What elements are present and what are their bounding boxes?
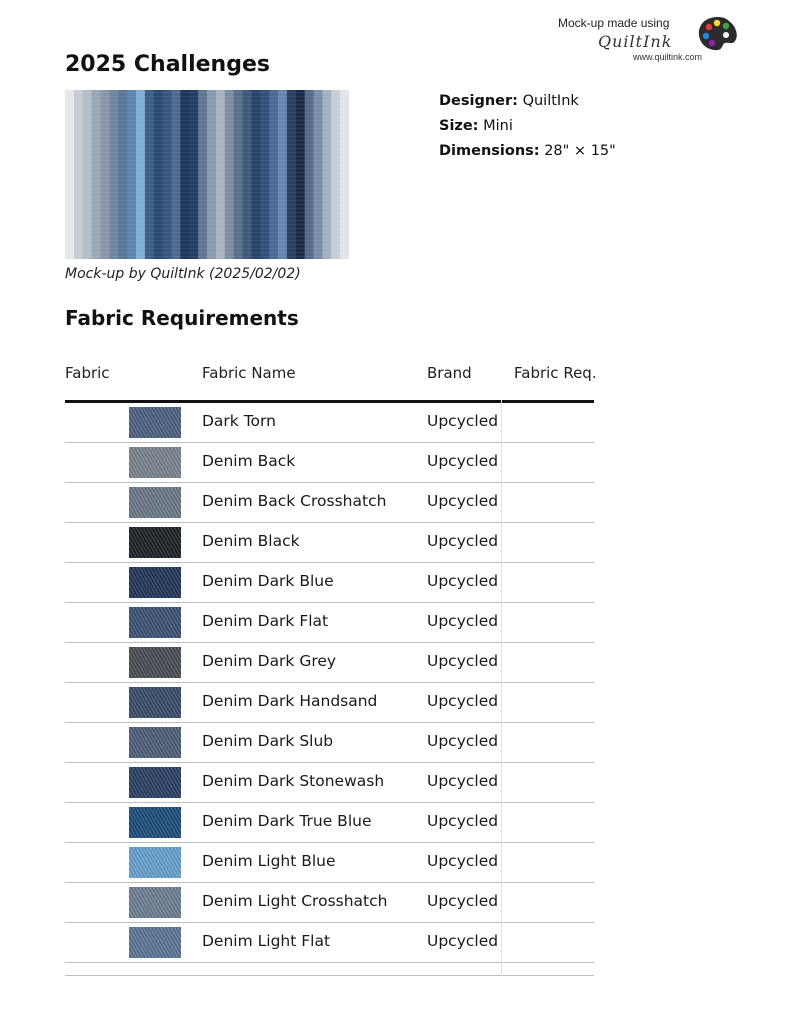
table-row bbox=[65, 803, 594, 843]
fabric-swatch bbox=[129, 847, 181, 878]
fabric-name-cell: Denim Dark Slub bbox=[202, 732, 334, 750]
brand-cell: Upcycled bbox=[427, 532, 499, 550]
quilt-stripe bbox=[296, 90, 305, 259]
fabric-name-cell: Denim Dark Stonewash bbox=[202, 772, 385, 790]
brand-cell: Upcycled bbox=[427, 652, 499, 670]
fabric-texture-line bbox=[65, 168, 349, 169]
page-title: 2025 Challenges bbox=[65, 52, 270, 77]
fabric-texture-line bbox=[65, 192, 349, 193]
table-row-empty bbox=[65, 963, 594, 976]
fabric-texture-line bbox=[65, 180, 349, 181]
quiltink-branding bbox=[556, 14, 746, 66]
quilt-stripe bbox=[269, 90, 278, 259]
size-row bbox=[439, 115, 616, 140]
project-info bbox=[439, 90, 616, 165]
fabric-texture-line bbox=[65, 140, 349, 141]
quilt-stripe bbox=[243, 90, 252, 259]
fabric-texture-line bbox=[65, 196, 349, 197]
fabric-name-cell: Denim Light Crosshatch bbox=[202, 892, 388, 910]
fabric-swatch bbox=[129, 727, 181, 758]
quilt-stripe bbox=[83, 90, 92, 259]
brand-cell: Upcycled bbox=[427, 932, 499, 950]
fabric-texture-line bbox=[65, 220, 349, 221]
fabric-swatch bbox=[129, 487, 181, 518]
fabric-texture-line bbox=[65, 152, 349, 153]
dimensions-row bbox=[439, 140, 616, 165]
brand-cell: Upcycled bbox=[427, 692, 499, 710]
fabric-texture-line bbox=[65, 200, 349, 201]
fabric-name-cell: Denim Black bbox=[202, 532, 300, 550]
fabric-requirements-table bbox=[65, 356, 597, 976]
fabric-texture-line bbox=[65, 132, 349, 133]
table-row bbox=[65, 843, 594, 883]
column-divider bbox=[501, 400, 502, 976]
fabric-texture-line bbox=[65, 228, 349, 229]
fabric-texture-line bbox=[65, 124, 349, 125]
section-title: Fabric Requirements bbox=[65, 306, 299, 330]
fabric-swatch bbox=[129, 927, 181, 958]
fabric-name-cell: Denim Dark Flat bbox=[202, 612, 329, 630]
brand-cell: Upcycled bbox=[427, 612, 499, 630]
quilt-stripe bbox=[251, 90, 260, 259]
dimensions-value: 28" × 15" bbox=[544, 143, 616, 159]
table-row bbox=[65, 763, 594, 803]
fabric-texture-line bbox=[65, 212, 349, 213]
quilt-stripe bbox=[92, 90, 101, 259]
table-row bbox=[65, 683, 594, 723]
fabric-texture-line bbox=[65, 216, 349, 217]
fabric-texture-line bbox=[65, 248, 349, 249]
designer-row bbox=[439, 90, 616, 115]
fabric-texture-line bbox=[65, 224, 349, 225]
fabric-texture-line bbox=[65, 160, 349, 161]
quiltink-url: www.quiltink.com bbox=[633, 52, 703, 62]
quilt-mockup-image bbox=[65, 90, 349, 259]
header-fabric: Fabric bbox=[65, 364, 110, 382]
fabric-texture-line bbox=[65, 148, 349, 149]
fabric-texture-line bbox=[65, 112, 349, 113]
fabric-texture-line bbox=[65, 92, 349, 93]
quilt-stripe bbox=[331, 90, 340, 259]
quilt-stripe bbox=[118, 90, 127, 259]
dimensions-label: Dimensions: bbox=[439, 143, 540, 159]
fabric-texture-line bbox=[65, 176, 349, 177]
quilt-stripe bbox=[74, 90, 83, 259]
brand-cell: Upcycled bbox=[427, 452, 499, 470]
fabric-name-cell: Denim Light Blue bbox=[202, 852, 336, 870]
fabric-texture-line bbox=[65, 104, 349, 105]
brand-cell: Upcycled bbox=[427, 772, 499, 790]
fabric-swatch bbox=[129, 687, 181, 718]
quilt-stripe bbox=[234, 90, 243, 259]
size-value: Mini bbox=[483, 118, 513, 134]
quilt-stripe bbox=[172, 90, 181, 259]
fabric-texture-line bbox=[65, 108, 349, 109]
fabric-swatch bbox=[129, 887, 181, 918]
fabric-name-cell: Dark Torn bbox=[202, 412, 276, 430]
table-row bbox=[65, 403, 594, 443]
table-row bbox=[65, 643, 594, 683]
palette-icon bbox=[696, 14, 740, 54]
quiltink-logo: QuiltInk bbox=[598, 32, 673, 51]
table-row bbox=[65, 723, 594, 763]
designer-label: Designer: bbox=[439, 93, 518, 109]
fabric-name-cell: Denim Light Flat bbox=[202, 932, 331, 950]
table-row bbox=[65, 603, 594, 643]
quilt-stripe bbox=[145, 90, 154, 259]
quilt-stripe bbox=[225, 90, 234, 259]
mockup-caption: Mock-up by QuiltInk (2025/02/02) bbox=[65, 266, 301, 282]
quilt-stripe bbox=[101, 90, 110, 259]
brand-cell: Upcycled bbox=[427, 412, 499, 430]
fabric-name-cell: Denim Back bbox=[202, 452, 296, 470]
quilt-stripe bbox=[163, 90, 172, 259]
fabric-swatch bbox=[129, 567, 181, 598]
fabric-texture-line bbox=[65, 136, 349, 137]
fabric-name-cell: Denim Dark True Blue bbox=[202, 812, 372, 830]
fabric-texture-line bbox=[65, 256, 349, 257]
quilt-stripe bbox=[314, 90, 323, 259]
fabric-texture-line bbox=[65, 184, 349, 185]
quilt-stripe bbox=[198, 90, 207, 259]
fabric-texture-line bbox=[65, 172, 349, 173]
table-row bbox=[65, 443, 594, 483]
quilt-stripe bbox=[216, 90, 225, 259]
fabric-texture-line bbox=[65, 128, 349, 129]
table-row bbox=[65, 563, 594, 603]
fabric-name-cell: Denim Dark Grey bbox=[202, 652, 337, 670]
quilt-stripe bbox=[127, 90, 136, 259]
fabric-name-cell: Denim Dark Handsand bbox=[202, 692, 378, 710]
table-row bbox=[65, 523, 594, 563]
table-row bbox=[65, 483, 594, 523]
fabric-texture-line bbox=[65, 144, 349, 145]
made-using-text: Mock-up made using bbox=[558, 16, 670, 30]
quilt-stripe bbox=[340, 90, 349, 259]
fabric-texture-line bbox=[65, 208, 349, 209]
fabric-texture-line bbox=[65, 156, 349, 157]
quilt-stripe bbox=[109, 90, 118, 259]
quilt-stripe bbox=[305, 90, 314, 259]
brand-cell: Upcycled bbox=[427, 812, 499, 830]
fabric-texture-line bbox=[65, 204, 349, 205]
fabric-swatch bbox=[129, 767, 181, 798]
quilt-stripe bbox=[154, 90, 163, 259]
header-brand: Brand bbox=[427, 364, 472, 382]
fabric-texture-line bbox=[65, 244, 349, 245]
quilt-stripe bbox=[65, 90, 74, 259]
fabric-texture-line bbox=[65, 96, 349, 97]
quilt-stripe bbox=[322, 90, 331, 259]
fabric-texture-line bbox=[65, 240, 349, 241]
fabric-texture-line bbox=[65, 252, 349, 253]
header-fabric-name: Fabric Name bbox=[202, 364, 296, 382]
fabric-texture-line bbox=[65, 100, 349, 101]
fabric-name-cell: Denim Back Crosshatch bbox=[202, 492, 387, 510]
brand-cell: Upcycled bbox=[427, 852, 499, 870]
fabric-swatch bbox=[129, 807, 181, 838]
fabric-swatch bbox=[129, 407, 181, 438]
fabric-name-cell: Denim Dark Blue bbox=[202, 572, 334, 590]
brand-cell: Upcycled bbox=[427, 492, 499, 510]
brand-cell: Upcycled bbox=[427, 572, 499, 590]
quilt-stripe bbox=[260, 90, 269, 259]
quilt-stripe bbox=[207, 90, 216, 259]
fabric-texture-line bbox=[65, 120, 349, 121]
table-body bbox=[65, 403, 594, 963]
quilt-stripe bbox=[278, 90, 287, 259]
fabric-texture-line bbox=[65, 236, 349, 237]
brand-cell: Upcycled bbox=[427, 732, 499, 750]
size-label: Size: bbox=[439, 118, 479, 134]
header-fabric-req: Fabric Req. bbox=[514, 364, 597, 382]
fabric-texture-line bbox=[65, 232, 349, 233]
fabric-texture-line bbox=[65, 164, 349, 165]
quilt-stripe bbox=[287, 90, 296, 259]
fabric-texture-line bbox=[65, 116, 349, 117]
table-row bbox=[65, 923, 594, 963]
fabric-swatch bbox=[129, 527, 181, 558]
table-header bbox=[65, 356, 597, 403]
table-row bbox=[65, 883, 594, 923]
fabric-swatch bbox=[129, 447, 181, 478]
quilt-stripe bbox=[189, 90, 198, 259]
quilt-stripe bbox=[136, 90, 145, 259]
designer-value: QuiltInk bbox=[522, 93, 579, 109]
fabric-swatch bbox=[129, 647, 181, 678]
quilt-stripe bbox=[180, 90, 189, 259]
fabric-texture-line bbox=[65, 188, 349, 189]
brand-cell: Upcycled bbox=[427, 892, 499, 910]
fabric-swatch bbox=[129, 607, 181, 638]
